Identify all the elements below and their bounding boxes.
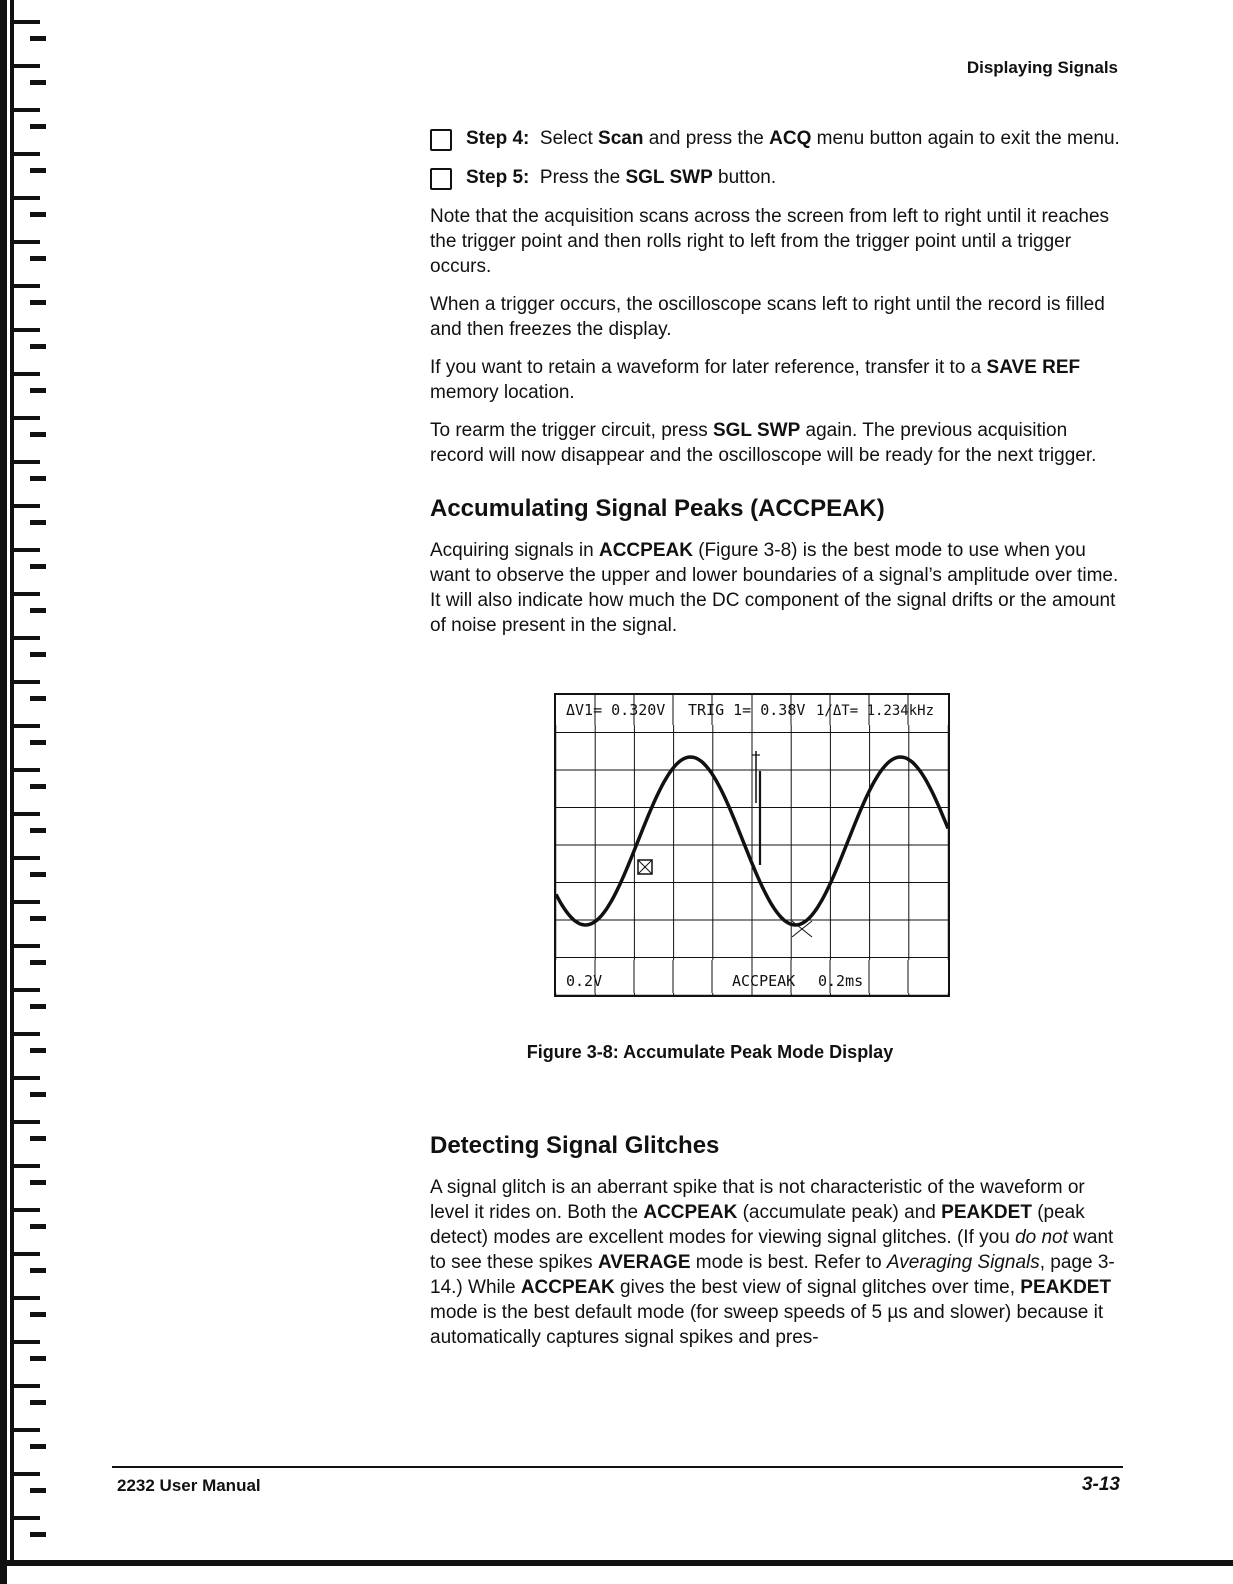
- heading-glitches: Detecting Signal Glitches: [430, 1132, 720, 1159]
- trigger-level-readout: TRIG 1= 0.38V: [688, 701, 806, 719]
- time-per-div-readout: 0.2ms: [818, 972, 864, 990]
- step-5: [430, 165, 1120, 190]
- paragraph-trigger-occurs: When a trigger occurs, the oscilloscope scans left to right until the record is filled and then freezes the display.: [430, 294, 1105, 340]
- paragraph-accpeak: Acquiring signals in ACCPEAK (Figure 3-8) is the best mode to use when you want to observe the upper and lower boundaries of a signal’s amplitude over time. It will also indicate how much the DC component of the signal drifts or the amount of noise present in the signal.: [430, 540, 1119, 636]
- paragraph-glitches: A signal glitch is an aberrant spike that is not characteristic of the waveform or level it rides on. Both the ACCPEAK (accumulate peak) and PEAKDET (peak detect) modes are excellent modes for viewing signal glitches. (If you do not want to see these spikes AVERAGE mode is best. Refer to Averaging Signals, page 3-14.) While ACCPEAK gives the best view of signal glitches over time, PEAKDET mode is the best default mode (for sweep speeds of 5 µs and slower) because it automatically captures signal spikes and pres-: [430, 1177, 1115, 1348]
- delta-volts-readout: ΔV1= 0.320V: [566, 701, 666, 719]
- binding-edge: [0, 0, 60, 1584]
- manual-title: 2232 User Manual: [117, 1476, 261, 1495]
- step-4-text: Step 4: Select Scan and press the ACQ menu button again to exit the menu.: [466, 128, 1120, 149]
- oscilloscope-display-figure: [554, 693, 950, 997]
- section-header: Displaying Signals: [966, 58, 1118, 77]
- paragraph-rearm: To rearm the trigger circuit, press SGL SWP again. The previous acquisition record will now disappear and the oscilloscope will be ready for the next trigger.: [430, 420, 1097, 466]
- acquisition-mode-readout: ACCPEAK: [732, 972, 796, 990]
- volts-per-div-readout: 0.2V: [566, 972, 603, 990]
- heading-accpeak: Accumulating Signal Peaks (ACCPEAK): [430, 495, 885, 522]
- frequency-readout: 1/ΔT= 1.234kHz: [816, 703, 935, 719]
- step-5-checkbox[interactable]: [430, 168, 452, 190]
- page-number: 3-13: [1081, 1474, 1120, 1495]
- page-content: [430, 126, 1120, 1363]
- step-4: [430, 126, 1120, 151]
- step-4-checkbox[interactable]: [430, 129, 452, 151]
- figure-caption: Figure 3-8: Accumulate Peak Mode Display: [526, 1042, 894, 1062]
- paragraph-save-ref: If you want to retain a waveform for later reference, transfer it to a SAVE REF memory location.: [430, 357, 1081, 403]
- footer-rule: [112, 1466, 1123, 1468]
- paragraph-scan-note: Note that the acquisition scans across the screen from left to right until it reaches the trigger point and then rolls right to left from the trigger point until a trigger occurs.: [430, 206, 1110, 277]
- bottom-rule: [0, 1560, 1233, 1566]
- step-5-text: Step 5: Press the SGL SWP button.: [466, 167, 777, 188]
